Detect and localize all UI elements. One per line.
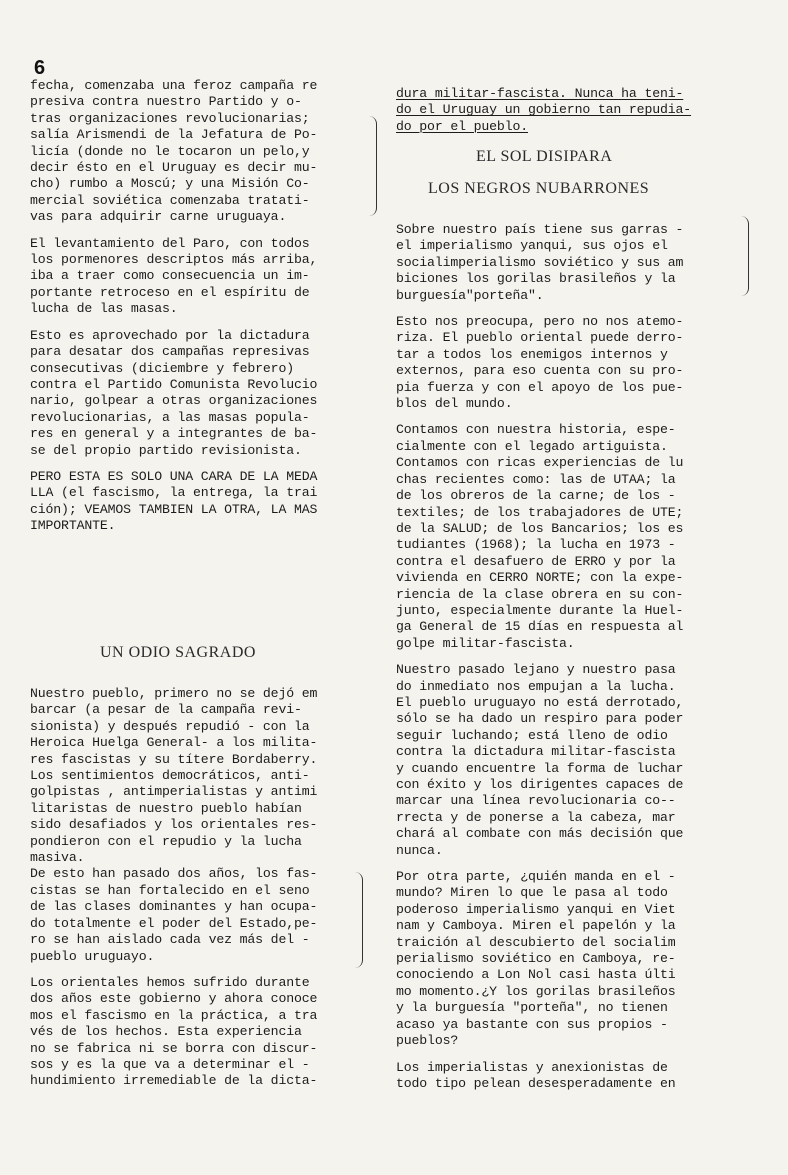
paragraph: Contamos con nuestra historia, espe- cialmente con el legado artiguista. Contamos con ricas experiencias de lu chas recientes como: las de UTAA; la de los obreros de la carne; de los - textiles; de los trabajadores de UTE; de la SALUD; de los Bancarios; los es tudiantes (1968); la lucha en 1973 - contra el desafuero de ERRO y por la vivienda en CERRO NORTE; con la expe- riencia de la clase obrera en su con- junto, especialmente durante la Huel- ga General de 15 días en respuesta al golpe militar-fascista. — [396, 422, 684, 651]
paragraph: Esto es aprovechado por la dictadura para desatar dos campañas represivas consecutivas (diciembre y febrero) contra el Partido Comunista Revolucio nario, golpear a otras organizaciones revolucionarias, a las masas popula- res en general y a integrantes de ba- se del propio partido revisionista. — [30, 327, 318, 458]
left-column-lower — [30, 686, 366, 1100]
paragraph: Por otra parte, ¿quién manda en el - mundo? Miren lo que le pasa al todo poderoso imperialismo yanqui en Viet nam y Camboya. Miren el papelón y la traición al descubierto del socialim perialismo soviético en Camboya, re- conociendo a Lon Nol casi hasta últi mo momento.¿Y los gorilas brasileños y la burguesía "porteña", no tienen acaso ya bastante con sus propios - pueblos? — [396, 869, 676, 1049]
paragraph: Los orientales hemos sufrido durante dos años este gobierno y ahora conoce mos el fascismo en la práctica, a tra vés de los hechos. Esta experiencia no se fabrica ni se borra con discur- sos y es la que va a determinar el - hundimiento irremediable de la dicta- — [30, 974, 318, 1089]
paragraph: Los imperialistas y anexionistas de todo tipo pelean desesperadamente en — [396, 1059, 676, 1091]
left-column-upper — [30, 78, 366, 545]
section-heading: UN ODIO SAGRADO — [100, 644, 256, 661]
paragraph: fecha, comenzaba una feroz campaña re presiva contra nuestro Partido y o- tras organizaciones revolucionarias; salía Arismendi de la Jefatura de Po- licía (donde no le tocaron un pelo,y decir ésto en el Uruguay es decir mu- cho) rumbo a Moscú; y una Misión Co- mercial soviética comenzaba tratati- vas para adquirir carne uruguaya. — [30, 78, 318, 225]
paragraph: PERO ESTA ES SOLO UNA CARA DE LA MEDA LLA (el fascismo, la entrega, la trai ción); VEAMOS TAMBIEN LA OTRA, LA MAS IMPORTANTE. — [30, 468, 318, 534]
right-column-top — [396, 86, 736, 145]
section-heading: LOS NEGROS NUBARRONES — [428, 180, 650, 197]
paragraph: dura militar-fascista. Nunca ha teni- do el Uruguay un gobierno tan repudia- do por el pueblo. — [396, 86, 692, 134]
margin-bracket — [366, 116, 377, 216]
paragraph: El levantamiento del Paro, con todos los pormenores descriptos más arriba, iba a traer como consecuencia un im- portante retroceso en el espíritu de lucha de las masas. — [30, 235, 318, 317]
paragraph: Nuestro pueblo, primero no se dejó em barcar (a pesar de la campaña revi- sionista) y después repudió - con la Heroica Huelga General- a los milita- res fascistas y su títere Bordaberry. Los sentimientos democráticos, anti- golpistas , antimperialistas y antimi litaristas de nuestro pueblo habían sido desafiados y los orientales res- pondieron con el repudio y la lucha masiva. De esto han pasado dos años, los fas- cistas se han fortalecido en el seno de las clases dominantes y han ocupa- do totalmente el poder del Estado,pe- ro se han aislado cada vez más del - pueblo uruguayo. — [30, 686, 318, 964]
right-column-body — [396, 222, 736, 1102]
paragraph: Sobre nuestro país tiene sus garras - el imperialismo yanqui, sus ojos el socialimperialismo soviético y sus am biciones los gorilas brasileños y la burguesía"porteña". — [396, 222, 684, 303]
paragraph: Esto nos preocupa, pero no nos atemo- riza. El pueblo oriental puede derro- tar a todos los enemigos internos y externos, para eso cuenta con su pro- pia fuerza y con el apoyo de los pue- blos del mundo. — [396, 314, 684, 412]
margin-bracket — [352, 872, 363, 968]
page-number: 6 — [34, 57, 46, 79]
margin-bracket — [738, 216, 749, 296]
paragraph: Nuestro pasado lejano y nuestro pasa do inmediato nos empujan a la lucha. El pueblo uruguayo no está derrotado, sólo se ha dado un respiro para poder seguir luchando; está lleno de odio contra la dictadura militar-fascista y cuando encuentre la forma de luchar con éxito y los dirigentes capaces de marcar una línea revolucionaria co-- rrecta y de ponerse a la cabeza, mar chará al combate con más decisión que nunca. — [396, 662, 684, 858]
section-heading: EL SOL DISIPARA — [476, 148, 613, 165]
